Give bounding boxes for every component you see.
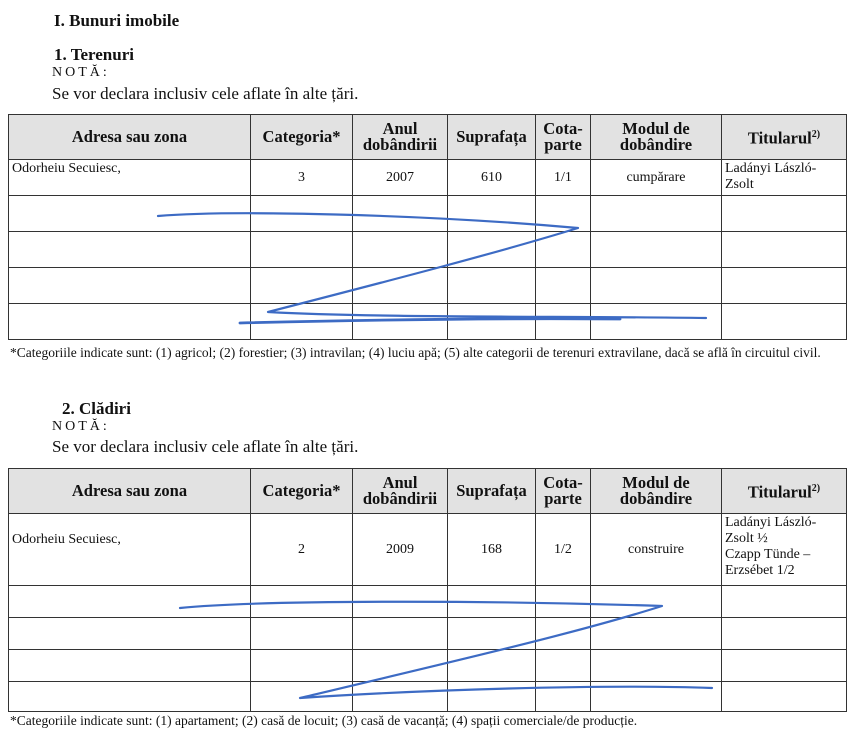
section-title: I. Bunuri imobile (54, 11, 180, 30)
cell-area: 610 (448, 160, 536, 196)
cell-category: 2 (251, 514, 353, 586)
cladiri-table (8, 468, 847, 712)
terenuri-table (8, 114, 847, 340)
col-owner (722, 469, 847, 514)
col-year: Anul dobândirii (353, 469, 448, 514)
cell-year: 2007 (353, 160, 448, 196)
col-category: Categoria* (251, 469, 353, 514)
table-header-row (9, 115, 847, 160)
cell-mode: construire (591, 514, 722, 586)
table-row-empty (9, 586, 847, 618)
terenuri-footnote: *Categoriile indicate sunt: (1) agricol; (2) forestier; (3) intravilan; (4) luciu apă; (5) alte categorii de terenuri extravilane, dacă se află în circuitul civil. (10, 345, 821, 360)
table-row-empty (9, 682, 847, 712)
col-year: Anul dobândirii (353, 115, 448, 160)
col-address: Adresa sau zona (9, 115, 251, 160)
cell-address: Odorheiu Secuiesc, (9, 160, 251, 196)
cell-owner: Ladányi László-Zsolt (722, 160, 847, 196)
terenuri-nota: NOTĂ: (52, 65, 110, 80)
cell-area: 168 (448, 514, 536, 586)
cladiri-title: 2. Clădiri (62, 399, 131, 418)
table-row-empty (9, 650, 847, 682)
col-share: Cota-parte (536, 469, 591, 514)
table-row (9, 514, 847, 586)
table-row (9, 160, 847, 196)
col-owner-label: Titularul (747, 128, 812, 148)
col-category: Categoria* (251, 115, 353, 160)
cell-mode: cumpărare (591, 160, 722, 196)
cladiri-footnote: *Categoriile indicate sunt: (1) apartament; (2) casă de locuit; (3) casă de vacanță; (4) spații comerciale/de producție. (10, 713, 638, 728)
col-area: Suprafața (448, 115, 536, 160)
col-owner (722, 115, 847, 160)
col-mode: Modul de dobândire (591, 115, 722, 160)
table-row-empty (9, 304, 847, 340)
cell-share: 1/1 (536, 160, 591, 196)
col-owner-footnote-ref: 2) (811, 129, 821, 141)
terenuri-intro: Se vor declara inclusiv cele aflate în alte țări. (52, 84, 359, 103)
cell-share: 1/2 (536, 514, 591, 586)
cell-address: Odorheiu Secuiesc, (9, 514, 251, 586)
owner-line-2: Czapp Tünde – (725, 547, 811, 562)
table-row-empty (9, 268, 847, 304)
col-area: Suprafața (448, 469, 536, 514)
col-address: Adresa sau zona (9, 469, 251, 514)
table-row-empty (9, 618, 847, 650)
col-owner-footnote-ref: 2) (811, 483, 821, 495)
col-owner-label: Titularul (747, 482, 812, 502)
table-header-row (9, 469, 847, 514)
cell-year: 2009 (353, 514, 448, 586)
col-share: Cota-parte (536, 115, 591, 160)
table-row-empty (9, 232, 847, 268)
cladiri-intro: Se vor declara inclusiv cele aflate în alte țări. (52, 437, 359, 456)
terenuri-title: 1. Terenuri (54, 45, 134, 64)
owner-line-1: Ladányi László-Zsolt ½ (725, 515, 817, 546)
table-row-empty (9, 196, 847, 232)
cladiri-nota: NOTĂ: (52, 419, 110, 434)
owner-line-3: Erzsébet 1/2 (725, 563, 795, 578)
col-mode: Modul de dobândire (591, 469, 722, 514)
cell-category: 3 (251, 160, 353, 196)
cell-owner (722, 514, 847, 586)
